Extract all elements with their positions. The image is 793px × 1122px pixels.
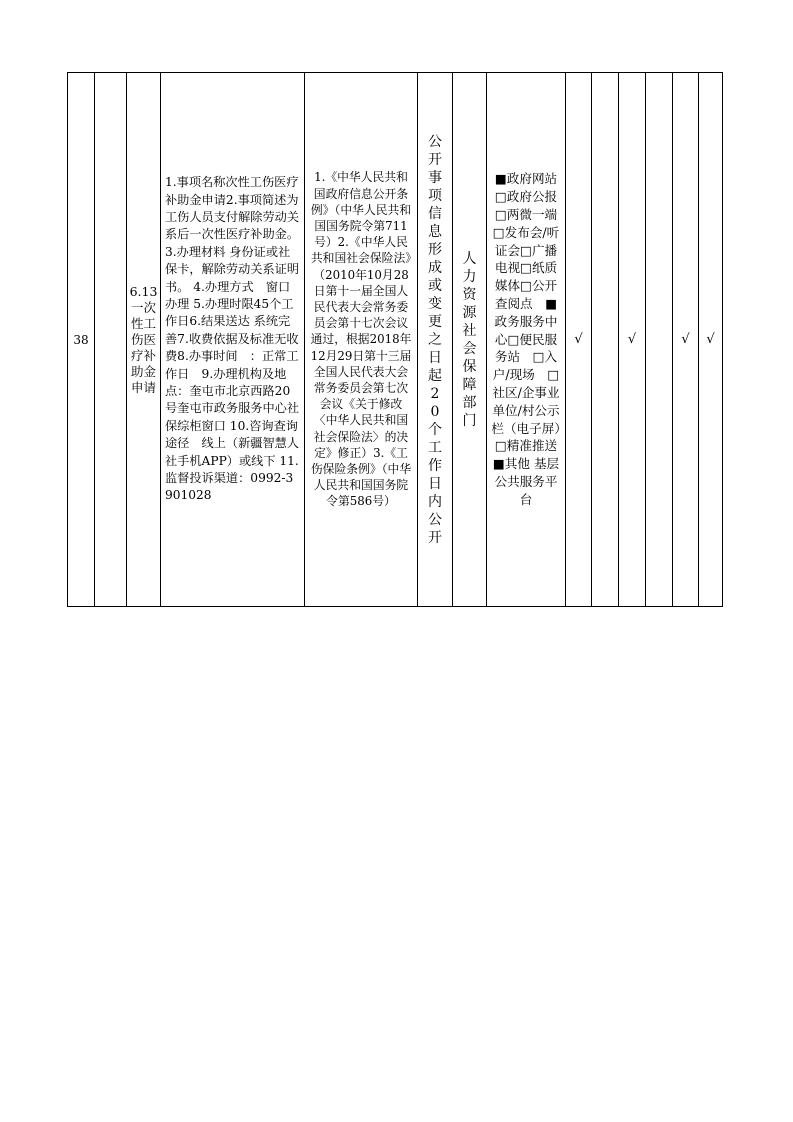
time-limit-cell: 公开事项信息形成或变更之日起20个工作日内公开: [418, 73, 453, 606]
mark-cell-5: √: [673, 73, 699, 606]
row-number: 38: [68, 73, 95, 606]
mark-cell-4: [646, 73, 673, 606]
description-cell: 1.事项名称次性工伤医疗补助金申请2.事项简述为工伤人员支付解除劳动关系后一次性医疗补助金。3.办理材料 身份证或社保卡，解除劳动关系证明书。 4.办理方式 窗口办理 5.办理时限45个工作日6.结果送达 系统完善7.收费依据及标准无收费8.办事时间 ：正常工作日 9.办理机构及地点：奎屯市北京西路20号奎屯市政务服务中心社保综柜窗口 10.咨询查询途径 线上（新疆智慧人社手机APP）或线下 11.监督投诉渠道：0992-3901028: [161, 73, 305, 606]
channels-cell: ■政府网站□政府公报□两微一端□发布会/听证会□广播电视□纸质媒体□公开查阅点 ■政务服务中心□便民服务站 □入户/现场 □社区/企事业单位/村公示栏（电子屏）□精准推送■其他 基层公共服务平台: [487, 73, 566, 606]
basis-cell: 1.《中华人民共和国政府信息公开条例》（中华人民共和国国务院令第711号）2.《中华人民共和国社会保险法》（2010年10月28日第十一届全国人民代表大会常务委员会第十七次会议通过，根据2018年12月29日第十三届全国人民代表大会常务委员会第七次会议《关于修改〈中华人民共和国社会保险法〉的决定》修正）3.《工伤保险条例》（中华人民共和国国务院令第586号）: [305, 73, 418, 606]
mark-cell-2: [592, 73, 619, 606]
department-cell: 人力资源社会保障部门: [453, 73, 487, 606]
item-name-cell: 6.13一次性工伤医疗补助金申请: [127, 73, 161, 606]
category-cell: [95, 73, 127, 606]
table-row: [67, 72, 723, 607]
mark-cell-1: √: [566, 73, 592, 606]
mark-cell-6: √: [706, 332, 715, 347]
mark-cell-3: √: [619, 73, 646, 606]
